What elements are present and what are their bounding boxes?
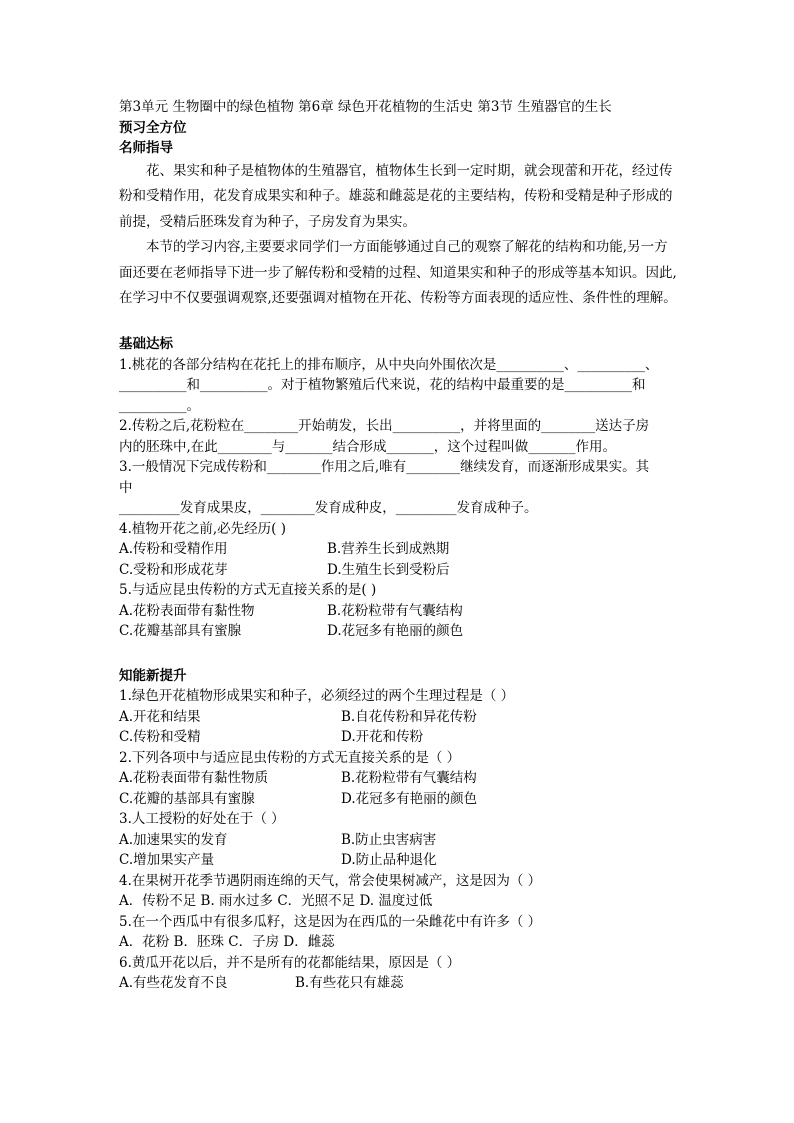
option-c: C.受粉和形成花芽 (119, 561, 228, 578)
improve-q2: 2.下列各项中与适应昆虫传粉的方式无直接关系的是（ ） (119, 749, 461, 766)
option-b: B.花粉粒带有气囊结构 (327, 602, 463, 619)
spacer (119, 642, 679, 666)
improve-q5: 5.在一个西瓜中有很多瓜籽，这是因为在西瓜的一朵雌花中有许多（ ） (119, 913, 542, 930)
option-row (119, 850, 679, 871)
improve-q5-options: A．花粉 B．胚珠 C．子房 D．雌蕊 (119, 934, 335, 951)
improve-q3: 3.人工授粉的好处在于（ ） (119, 811, 285, 828)
option-row (119, 601, 679, 622)
option-a: A.开花和结果 (119, 708, 201, 725)
option-c: C.传粉和受精 (119, 729, 201, 746)
improve-q1: 1.绿色开花植物形成果实和种子，必须经过的两个生理过程是（ ） (119, 688, 515, 705)
basic-q2-line1: 2.传粉之后,花粉粒在________开始萌发，长出__________，并将里面的________送达子房 (119, 418, 650, 435)
option-a: A.花粉表面带有黏性物 (119, 602, 255, 619)
option-row (119, 621, 679, 642)
basic-q1-line2: __________和__________。对于植物繁殖后代来说，花的结构中最重要的是__________和 (119, 377, 646, 394)
option-c: C.花瓣基部具有蜜腺 (119, 623, 242, 640)
option-c: C.增加果实产量 (119, 852, 215, 869)
section-heading-preview: 预习全方位 (119, 119, 187, 136)
option-b: B.自花传粉和异花传粉 (341, 708, 477, 725)
option-d: D.开花和传粉 (341, 729, 424, 746)
spacer (119, 312, 679, 334)
basic-q3-line3: _________发育成果皮，________发育成种皮，_________发育成种子。 (119, 500, 538, 517)
basic-q3-line1: 3.一般情况下完成传粉和________作用之后,唯有________继续发育，而逐渐形成果实。其 (119, 459, 650, 476)
option-row (119, 707, 679, 728)
basic-q3-line2: 中 (119, 479, 133, 496)
section-heading-basic: 基础达标 (119, 336, 173, 353)
improve-q6: 6.黄瓜开花以后，并不是所有的花都能结果，原因是（ ） (119, 954, 461, 971)
option-d: D.花冠多有艳丽的颜色 (341, 790, 478, 807)
chapter-header: 第3单元 生物圈中的绿色植物 第6章 绿色开花植物的生活史 第3节 生殖器官的生长 (119, 99, 612, 115)
basic-q1-line1: 1.桃花的各部分结构在花托上的排布顺序，从中央向外围依次是__________、__________、 (119, 356, 659, 373)
basic-q4: 4.植物开花之前,必先经历( ) (119, 520, 286, 537)
guide-paragraph-2: 本节的学习内容,主要要求同学们一方面能够通过自己的观察了解花的结构和功能,另一方面还要在老师指导下进一步了解传粉和受精的过程、知道果实和种子的形成等基本知识。因此,在学习中不仅要强调观察,还要强调对植物在开花、传粉等方面表现的适应性、条件性的理解。 (119, 239, 677, 307)
option-a: A.传粉和受精作用 (119, 541, 228, 558)
option-row (119, 560, 679, 581)
improve-q4: 4.在果树开花季节遇阴雨连绵的天气，常会使果树减产，这是因为（ ） (119, 872, 542, 889)
option-d: D.花冠多有艳丽的颜色 (327, 623, 464, 640)
option-b: B.防止虫害病害 (341, 831, 437, 848)
document-page (119, 97, 679, 994)
basic-q2-line2: 内的胚珠中,在此________与_______结合形成_______，这个过程叫做_______作用。 (119, 438, 617, 455)
option-row (119, 539, 679, 560)
option-d: D.生殖生长到受粉后 (327, 561, 450, 578)
option-b: B.有些花只有雄蕊 (295, 975, 404, 992)
option-a: A.有些花发育不良 (119, 975, 228, 992)
option-row (119, 973, 679, 994)
option-a: A.花粉表面带有黏性物质 (119, 770, 269, 787)
improve-q4-options: A．传粉不足 B. 雨水过多 C．光照不足 D. 温度过低 (119, 893, 433, 910)
option-row (119, 830, 679, 851)
option-row (119, 727, 679, 748)
guide-paragraph-1: 花、果实和种子是植物体的生殖器官，植物体生长到一定时期，就会现蕾和开花，经过传粉和受精作用，花发育成果实和种子。雄蕊和雌蕊是花的主要结构，传粉和受精是种子形成的前提，受精后胚珠发育为种子，子房发育为果实。 (119, 162, 673, 230)
section-heading-improve: 知能新提升 (119, 667, 187, 684)
basic-q5: 5.与适应昆虫传粉的方式无直接关系的是( ) (119, 582, 377, 599)
option-b: B.花粉粒带有气囊结构 (341, 770, 477, 787)
section-heading-guide: 名师指导 (119, 140, 173, 156)
option-row (119, 768, 679, 789)
option-b: B.营养生长到成熟期 (327, 541, 450, 558)
option-row (119, 789, 679, 810)
basic-q1-line3: __________。 (119, 397, 200, 414)
option-c: C.花瓣的基部具有蜜腺 (119, 790, 255, 807)
option-a: A.加速果实的发育 (119, 831, 228, 848)
option-d: D.防止品种退化 (341, 852, 437, 869)
